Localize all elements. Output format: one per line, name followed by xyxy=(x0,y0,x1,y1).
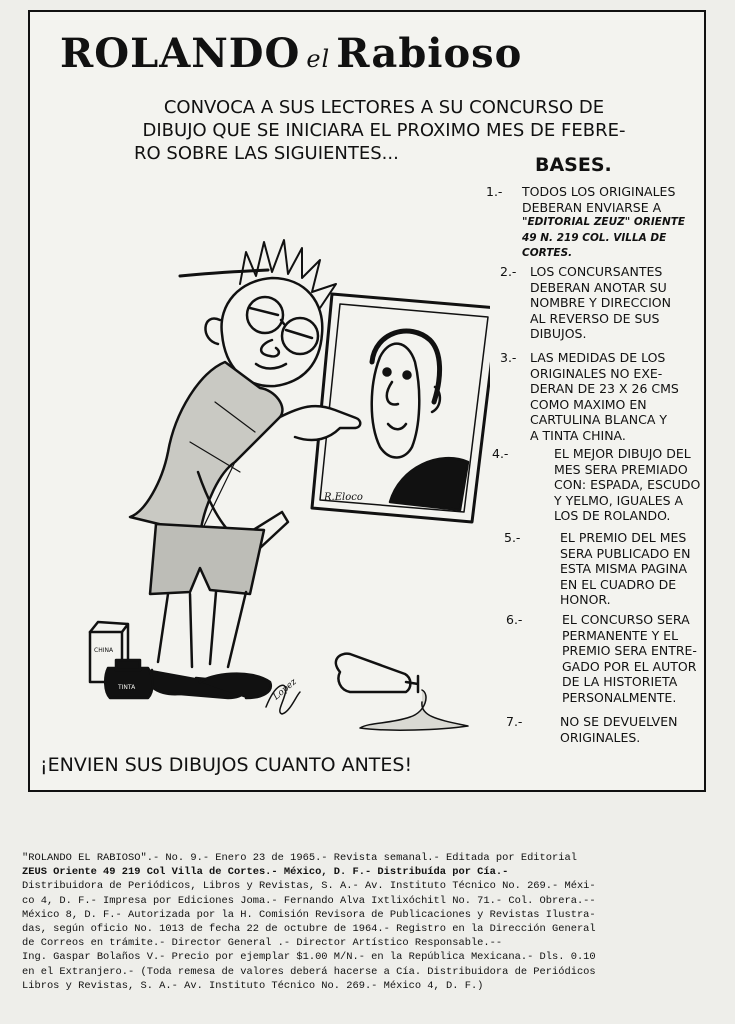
rule-line: DEBERAN ENVIARSE A xyxy=(522,199,662,215)
rule-number: 3.- xyxy=(500,350,517,365)
credits-line: Distribuidora de Periódicos, Libros y Revistas, S. A.- Av. Instituto Técnico No. 269.- Méxi- xyxy=(22,880,596,893)
slogan: ¡ENVIEN SUS DIBUJOS CUANTO ANTES! xyxy=(40,754,413,776)
rule-line: HONOR. xyxy=(560,592,611,607)
credits-line: México 8, D. F.- Autorizada por la H. Comisión Revisora de Publicaciones y Revistas Ilustra- xyxy=(22,908,596,921)
rule-number: 6.- xyxy=(506,612,523,627)
poster-title xyxy=(60,30,522,77)
rule-line: ESTA MISMA PAGINA xyxy=(560,561,688,576)
rule-item xyxy=(502,350,679,443)
rule-line: DE LA HISTORIETA xyxy=(562,674,678,689)
rule-line: DERAN DE 23 X 26 CMS xyxy=(530,381,679,396)
rule-number: 7.- xyxy=(506,714,523,729)
intro-line: CONVOCA A SUS LECTORES A SU CONCURSO DE xyxy=(163,97,605,118)
rule-item xyxy=(492,446,701,524)
bases-heading: BASES. xyxy=(535,154,612,176)
credits-line: co 4, D. F.- Impresa por Ediciones Joma.- Fernando Alva Ixtlixóchitl No. 71.- Col. Obrera.-- xyxy=(22,894,596,907)
rule-line: NOMBRE Y DIRECCION xyxy=(530,295,671,310)
rule-item xyxy=(506,612,697,705)
rule-line: PERMANENTE Y EL xyxy=(562,627,679,643)
portrait-face xyxy=(372,344,420,458)
rule-line: SERA PUBLICADO EN xyxy=(560,545,691,561)
rule-number: 4.- xyxy=(492,446,509,461)
title-rabioso: Rabioso xyxy=(336,30,523,77)
contest-poster xyxy=(28,10,706,792)
intro-line: DIBUJO QUE SE INICIARA EL PROXIMO MES DE FEBRE- xyxy=(142,120,626,141)
rule-item xyxy=(502,264,671,342)
rule-line: LOS DE ROLANDO. xyxy=(554,508,671,523)
rule-item xyxy=(506,714,678,745)
rule-line: TODOS LOS ORIGINALES xyxy=(522,184,676,199)
ink-bottle-label: TINTA xyxy=(118,684,136,691)
rule-line: DEBERAN ANOTAR SU xyxy=(530,279,667,295)
credits-line: das, según oficio No. 1013 de fecha 22 de octubre de 1964.- Registro en la Dirección General xyxy=(22,923,596,936)
rule-line: COMO MAXIMO EN xyxy=(530,396,647,412)
credits-line: Ing. Gaspar Bolaños V.- Precio por ejemplar $1.00 M/N.- en la República Mexicana.- Dls. 0.10 xyxy=(22,951,596,964)
intro-line: RO SOBRE LAS SIGUIENTES... xyxy=(134,143,399,164)
credits-line: de Correos en trámite.- Director General .- Director Artístico Responsable.-- xyxy=(22,937,503,950)
rule-line: EL CONCURSO SERA xyxy=(562,612,690,627)
rule-address-line: "EDITORIAL ZEUZ" ORIENTE xyxy=(522,216,686,228)
rule-line: ORIGINALES NO EXE- xyxy=(530,365,663,381)
rule-address-line: 49 N. 219 COL. VILLA DE xyxy=(522,231,667,244)
rule-line: Y YELMO, IGUALES A xyxy=(554,492,684,508)
rule-line: CARTULINA BLANCA Y xyxy=(530,412,667,427)
rule-line: LOS CONCURSANTES xyxy=(530,264,663,279)
title-el: el xyxy=(306,45,331,73)
rule-number: 1.- xyxy=(486,184,503,199)
rule-line: EL MEJOR DIBUJO DEL xyxy=(554,446,691,461)
rule-number: 5.- xyxy=(504,530,521,545)
rule-line: MES SERA PREMIADO xyxy=(554,461,688,477)
rule-line: LAS MEDIDAS DE LOS xyxy=(530,350,666,365)
credits-line: Libros y Revistas, S. A.- Av. Instituto Técnico No. 269.- México 4, D. F.) xyxy=(22,979,484,992)
rule-line: ORIGINALES. xyxy=(560,729,641,745)
rule-line: AL REVERSO DE SUS xyxy=(530,310,660,326)
rule-item xyxy=(486,184,686,262)
title-rolando: ROLANDO xyxy=(60,30,301,77)
rule-number: 2.- xyxy=(500,264,517,279)
rule-line: PERSONALMENTE. xyxy=(562,689,677,705)
credits-line: en el Extranjero.- (Toda remesa de valores deberá hacerse a Cía. Distribuidora de Periódicos xyxy=(22,965,596,978)
rule-line: NO SE DEVUELVEN xyxy=(560,714,678,729)
boy-shorts xyxy=(150,524,264,594)
rule-line: A TINTA CHINA. xyxy=(530,427,626,443)
rule-item xyxy=(504,530,691,608)
rule-line: GADO POR EL AUTOR xyxy=(562,658,697,674)
rule-line: PREMIO SERA ENTRE- xyxy=(562,643,697,658)
credits-line: "ROLANDO EL RABIOSO".- No. 9.- Enero 23 de 1965.- Revista semanal.- Editada por Editorial xyxy=(22,852,577,864)
rule-line: DIBUJOS. xyxy=(530,326,587,341)
rule-line: EN EL CUADRO DE xyxy=(560,576,677,592)
credits-line: ZEUS Oriente 49 219 Col Villa de Cortes.- México, D. F.- Distribuída por Cía.- xyxy=(22,866,509,879)
artist-signature: Lopez xyxy=(271,677,299,703)
portrait-signature: R.Eloco xyxy=(324,492,363,503)
ink-box-label: CHINA xyxy=(94,647,114,654)
boy-shirt xyxy=(130,362,282,534)
rule-line: EL PREMIO DEL MES xyxy=(560,530,687,545)
rule-line: CON: ESPADA, ESCUDO xyxy=(554,477,701,492)
cartoon-illustration xyxy=(50,212,490,742)
rule-address-line: CORTES. xyxy=(522,247,573,259)
publication-credits xyxy=(22,851,712,993)
